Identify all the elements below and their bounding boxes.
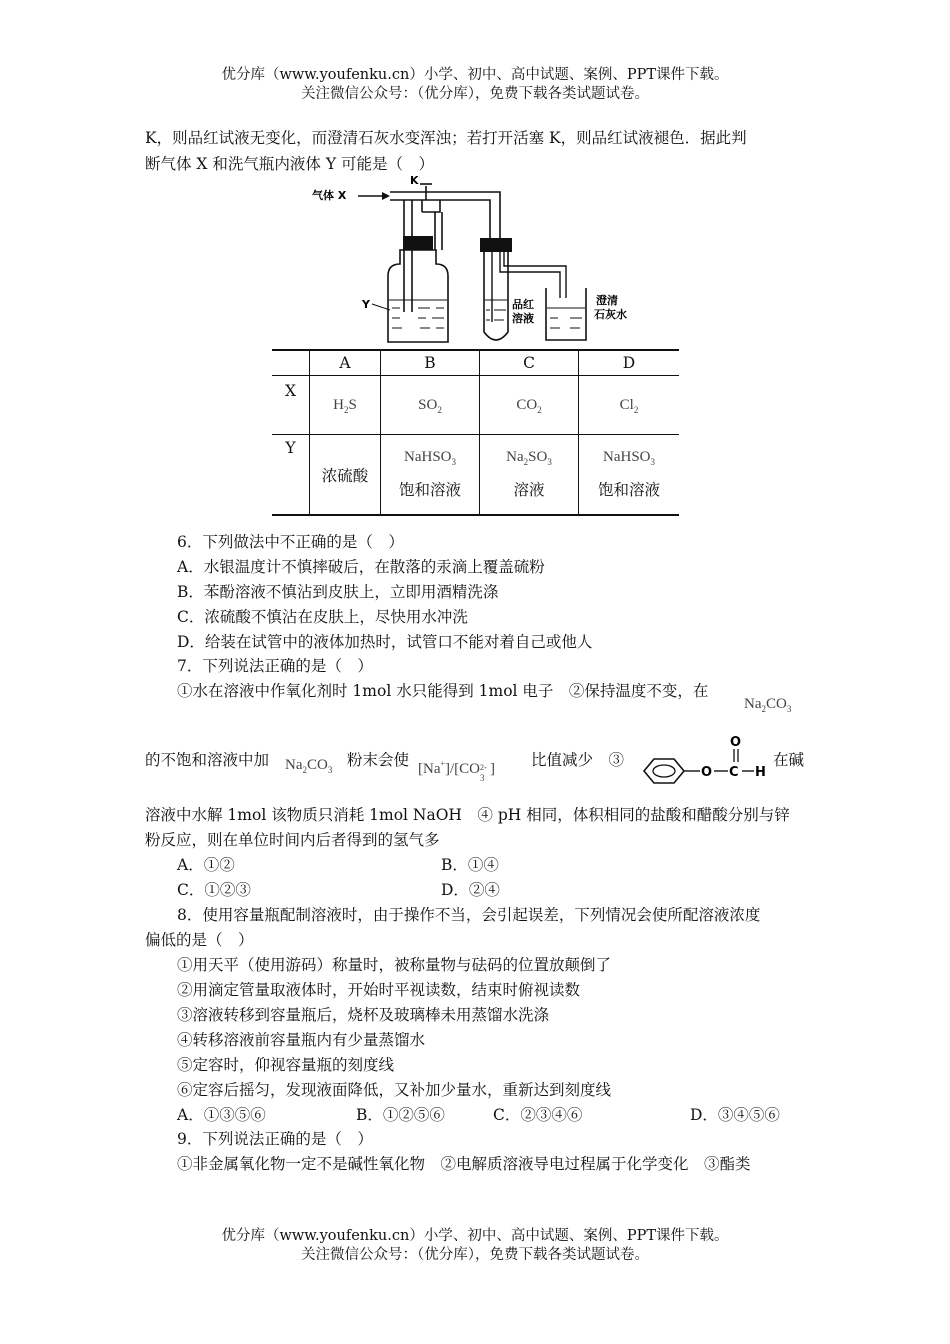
table-row-x: [272, 376, 679, 435]
q7-statement-1: ①水在溶液中作氧化剂时 1mol 水只能得到 1mol 电子 ②保持温度不变，在: [177, 682, 709, 700]
cell-y-b: NaHSO$_3$ 饱和溶液: [381, 435, 480, 516]
q8-item-6: ⑥定容后摇匀，发现液面降低，又补加少量水，重新达到刻度线: [177, 1081, 612, 1099]
q8-item-2: ②用滴定管量取液体时，开始时平视读数，结束时俯视读数: [177, 981, 581, 999]
q8-item-4: ④转移溶液前容量瓶内有少量蒸馏水: [177, 1031, 426, 1049]
q7-option-a: A．①②: [177, 856, 235, 874]
q8-stem-2: 偏低的是（ ）: [145, 931, 254, 949]
gas-apparatus-diagram: [300, 172, 660, 348]
formyl-h-atom: H: [755, 765, 766, 780]
q8-item-5: ⑤定容时，仰视容量瓶的刻度线: [177, 1056, 395, 1074]
q6-option-a: A．水银温度计不慎摔破后，在散落的汞滴上覆盖硫粉: [177, 558, 545, 576]
q6-option-c: C．浓硫酸不慎沾在皮肤上，尽快用水冲洗: [177, 608, 468, 626]
q7-statement-3: 溶液中水解 1mol 该物质只消耗 1mol NaOH ④ pH 相同，体积相同的盐酸和醋酸分别与锌: [145, 806, 790, 824]
q7-option-d: D．②④: [441, 881, 500, 899]
q7-option-c: C．①②③: [177, 881, 251, 899]
row-label-y: Y: [272, 435, 310, 516]
valve-k-label: K: [410, 174, 419, 187]
table-header-row: [272, 350, 679, 376]
limewater-beaker: [546, 288, 627, 340]
q5-line-2: 断气体 X 和洗气瓶内液体 Y 可能是（ ）: [145, 155, 434, 173]
col-header-a: A: [310, 350, 381, 376]
cell-y-a: 浓硫酸: [310, 435, 381, 516]
q8-option-c: C．②③④⑥: [493, 1106, 583, 1124]
gas-x-label: 气体 X: [312, 189, 347, 202]
benzene-inner-ring: [653, 765, 675, 777]
y-label: Y: [362, 298, 370, 311]
q7-statement-2b: 粉末会使: [347, 751, 410, 769]
q8-item-1: ①用天平（使用游码）称量时，被称量物与砝码的位置放颠倒了: [177, 956, 612, 974]
q6-option-d: D．给装在试管中的液体加热时，试管口不能对着自己或他人: [177, 633, 593, 651]
q7-statement-4: 粉反应，则在单位时间内后者得到的氢气多: [145, 831, 440, 849]
footer-line-1: 优分库（www.youfenku.cn）小学、初中、高中试题、案例、PPT课件下载。: [221, 1228, 729, 1244]
q8-item-3: ③溶液转移到容量瓶后，烧杯及玻璃棒未用蒸馏水洗涤: [177, 1006, 550, 1024]
col-header-b: B: [381, 350, 480, 376]
test-tube-pinhong: [480, 238, 566, 340]
q7-ion-ratio: [Na+]/[CO 2- 3 ]: [418, 759, 496, 783]
phenyl-formate-structure: [636, 733, 772, 785]
q7-formula-na2co3-b: $Na_2CO_3$: [285, 757, 333, 775]
q9-stem: 9．下列说法正确的是（ ）: [177, 1130, 373, 1148]
gas-liquid-table: [272, 349, 679, 516]
cell-x-b: $SO_2$: [381, 376, 480, 435]
q8-stem-1: 8．使用容量瓶配制溶液时，由于操作不当，会引起误差，下列情况会使所配溶液浓度: [177, 906, 761, 924]
q7-statement-2a: 的不饱和溶液中加: [145, 751, 270, 769]
q6-option-b: B．苯酚溶液不慎沾到皮肤上，立即用酒精洗涤: [177, 583, 499, 601]
q7-formula-na2co3-a: $Na_2CO_3$: [744, 696, 792, 714]
footer-line-2: 关注微信公众号：（优分库），免费下载各类试题试卷。: [301, 1247, 649, 1263]
q7-stem: 7．下列说法正确的是（ ）: [177, 657, 373, 675]
ester-o-atom: O: [701, 765, 713, 780]
pinhong-label-2: 溶液: [512, 312, 534, 325]
carbonyl-o-atom: O: [730, 735, 742, 750]
col-header-d: D: [579, 350, 680, 376]
q8-option-d: D．③④⑤⑥: [690, 1106, 780, 1124]
q7-statement-2d: 在碱: [773, 751, 805, 769]
cell-x-d: $Cl_2$: [579, 376, 680, 435]
limewater-label-1: 澄清: [596, 294, 618, 307]
table-row-y: [272, 435, 679, 516]
q7-option-b: B．①④: [441, 856, 499, 874]
row-label-x: X: [272, 376, 310, 435]
gas-arrow-head: [382, 192, 390, 200]
pinhong-label-1: 品红: [512, 298, 534, 311]
carbonyl-c-atom: C: [729, 765, 739, 780]
header-line-2: 关注微信公众号：（优分库），免费下载各类试题试卷。: [301, 86, 649, 102]
q8-option-b: B．①②⑤⑥: [356, 1106, 445, 1124]
table-corner: [272, 350, 310, 376]
limewater-label-2: 石灰水: [594, 308, 627, 321]
q8-option-a: A．①③⑤⑥: [177, 1106, 266, 1124]
col-header-c: C: [480, 350, 579, 376]
benzene-ring: [644, 759, 684, 783]
cell-x-c: $CO_2$: [480, 376, 579, 435]
q9-statement-1: ①非金属氧化物一定不是碱性氧化物 ②电解质溶液导电过程属于化学变化 ③酯类: [177, 1155, 751, 1173]
header-line-1: 优分库（www.youfenku.cn）小学、初中、高中试题、案例、PPT课件下载。: [221, 67, 729, 83]
q7-statement-2c: 比值减少 ③: [531, 751, 625, 769]
q6-stem: 6．下列做法中不正确的是（ ）: [177, 533, 404, 551]
cell-x-a: $H_2S$: [310, 376, 381, 435]
cell-y-d: NaHSO$_3$ 饱和溶液: [579, 435, 680, 516]
cell-y-c: $Na_2SO_3$ 溶液: [480, 435, 579, 516]
q5-line-1: K，则品红试液无变化，而澄清石灰水变浑浊；若打开活塞 K，则品红试液褪色．据此判: [145, 129, 747, 147]
